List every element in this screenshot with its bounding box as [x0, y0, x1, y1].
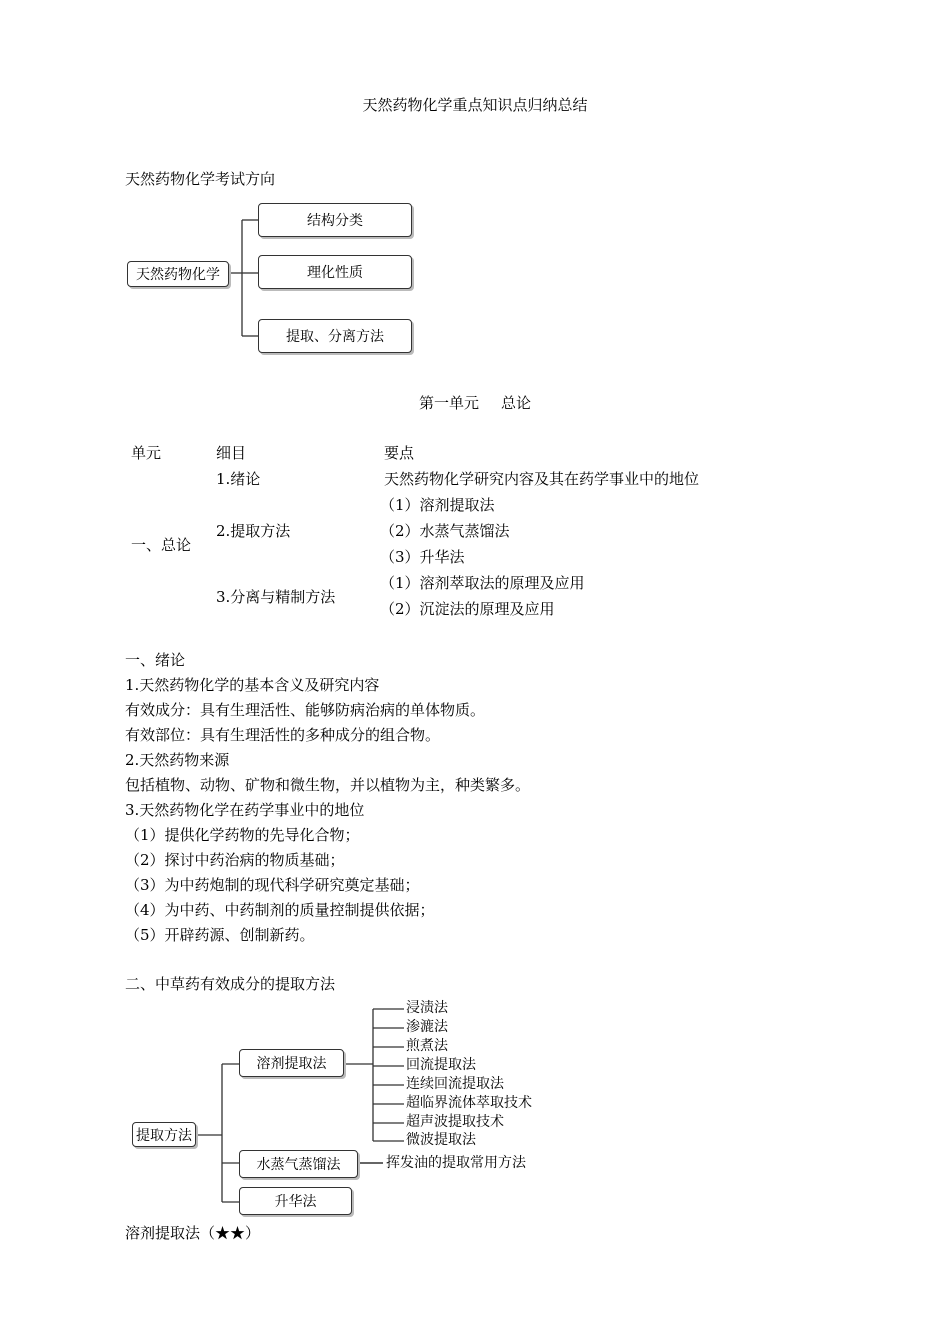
unit-heading-part1: 第一单元 — [418, 394, 479, 412]
point-solvent-partition: （1）溶剂萃取法的原理及应用 — [380, 574, 585, 592]
method-label: 微波提取法 — [406, 1132, 476, 1148]
section-intro — [125, 648, 530, 948]
method-label: 超临界流体萃取技术 — [406, 1095, 532, 1111]
detail-separation: 3.分离与精制方法 — [216, 588, 336, 606]
detail-intro: 1.绪论 — [216, 470, 261, 488]
document-title: 天然药物化学重点知识点归纳总结 — [362, 96, 588, 114]
point-solvent-extraction: （1）溶剂提取法 — [380, 496, 495, 514]
header-points: 要点 — [384, 444, 415, 462]
method-label: 回流提取法 — [406, 1057, 476, 1073]
section2-heading: 二、中草药有效成分的提取方法 — [125, 975, 336, 993]
method-label: 渗漉法 — [406, 1019, 448, 1035]
unit-name: 一、总论 — [131, 536, 192, 554]
section1-line: 有效成分：具有生理活性、能够防病治病的单体物质。 — [125, 701, 486, 719]
section1-line: （3）为中药炮制的现代科学研究奠定基础； — [125, 876, 420, 894]
section1-line: 2.天然药物来源 — [125, 751, 230, 769]
sublimation-node: 升华法 — [239, 1187, 352, 1215]
solvent-extraction-node: 溶剂提取法 — [239, 1049, 344, 1077]
branch-node-physicochemical-properties: 理化性质 — [258, 255, 412, 289]
branch-node-structure-classification: 结构分类 — [258, 203, 412, 237]
solvent-extraction-footer: 溶剂提取法（★★） — [125, 1224, 261, 1242]
steam-note-label: 挥发油的提取常用方法 — [386, 1155, 526, 1171]
unit-heading — [0, 392, 950, 413]
section1-line: 有效部位：具有生理活性的多种成分的组合物。 — [125, 726, 441, 744]
header-unit: 单元 — [131, 444, 162, 462]
section1-line: （4）为中药、中药制剂的质量控制提供依据； — [125, 901, 435, 919]
point-sublimation: （3）升华法 — [380, 548, 465, 566]
section1-line: 1.天然药物化学的基本含义及研究内容 — [125, 676, 380, 694]
method-label: 浸渍法 — [406, 1000, 448, 1016]
root-node-natural-drug-chem: 天然药物化学 — [127, 261, 229, 287]
section1-heading: 一、绪论 — [125, 651, 186, 669]
method-label: 超声波提取技术 — [406, 1114, 504, 1130]
point-intro: 天然药物化学研究内容及其在药学事业中的地位 — [384, 470, 700, 488]
branch-node-extraction-separation: 提取、分离方法 — [258, 319, 412, 353]
method-label: 连续回流提取法 — [406, 1076, 504, 1092]
header-detail: 细目 — [216, 444, 247, 462]
section1-line: （5）开辟药源、创制新药。 — [125, 926, 315, 944]
extraction-root-node: 提取方法 — [132, 1122, 196, 1147]
exam-direction-label: 天然药物化学考试方向 — [125, 170, 276, 188]
point-precipitation: （2）沉淀法的原理及应用 — [380, 600, 555, 618]
section1-line: 包括植物、动物、矿物和微生物，并以植物为主，种类繁多。 — [125, 776, 531, 794]
section1-line: （1）提供化学药物的先导化合物； — [125, 826, 360, 844]
method-label: 煎煮法 — [406, 1038, 448, 1054]
steam-distillation-node: 水蒸气蒸馏法 — [239, 1150, 358, 1178]
detail-extraction: 2.提取方法 — [216, 522, 291, 540]
unit-heading-part2: 总论 — [501, 394, 532, 412]
section1-line: （2）探讨中药治病的物质基础； — [125, 851, 345, 869]
section1-line: 3.天然药物化学在药学事业中的地位 — [125, 801, 365, 819]
point-steam-distillation: （2）水蒸气蒸馏法 — [380, 522, 510, 540]
